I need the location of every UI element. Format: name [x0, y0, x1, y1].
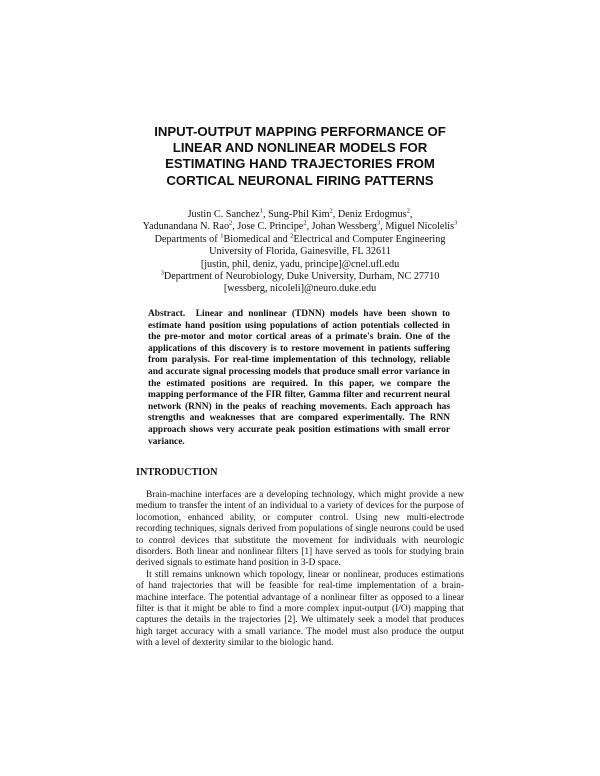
abstract: [148, 309, 450, 448]
author-affil-sup: 2: [406, 207, 410, 215]
abstract-label: Abstract.: [148, 309, 186, 319]
author-name: Justin C. Sanchez: [187, 209, 260, 220]
author-name: Miguel Nicolelis: [385, 221, 455, 233]
author-affil-sup: 1: [259, 207, 263, 215]
affiliation-1: Departments of $^1$Biomedical and $^2$Electrical and Computer Engineering: [154, 232, 446, 245]
title-line: INPUT-OUTPUT MAPPING PERFORMANCE OF: [154, 124, 446, 139]
author-name: Johan Wessberg: [311, 221, 377, 233]
affiliation-2: $^3$Department of Neurobiology, Duke University, Durham, NC 27710: [160, 269, 440, 283]
title-line: ESTIMATING HAND TRAJECTORIES FROM: [165, 156, 435, 172]
introduction-body: [136, 490, 464, 650]
abstract-text: Linear and nonlinear (TDNN) models have been shown to estimate hand position using populations of action potentials collected in the pre-motor and motor cortical areas of a primate's brain. One of the applications of this discovery is to restore movement in patients suffering from paralysis. For real-time implementation of this technology, reliable and accurate signal processing models that produce small error variance in the estimated positions are required. In this paper, we compare the mapping performance of the FIR filter, Gamma filter and recurrent neural network (RNN) in the peaks of reaching movements. Each approach has strengths and weaknesses that are compared experimentally. The RNN approach shows very accurate peak position estimations with small error variance.: [148, 309, 450, 447]
author-affil-sup: 3: [376, 220, 381, 228]
paragraph: Brain-machine interfaces are a developing technology, which might provide a new medium to transfer the intent of an individual to a variety of devices for the purpose of locomotion, enhanced ability, or computer control. Using new multi-electrode recording techniques, signals derived from populations of single neurons could be used to control devices that substitute the movement for individuals with neurologic disorders. Both linear and nonlinear filters [1] have served as tools for studying brain derived signals to estimate hand position in 3-D space.: [136, 490, 464, 569]
author-line-2: Yadunandana N. Rao$^2$, Jose C. Principe$^2$, Johan Wessberg$^3$, Miguel Nicolelis$^3$: [142, 220, 458, 233]
paragraph: It still remains unknown which topology, linear or nonlinear, produces estimations of hand trajectories that will be feasible for real-time implementation of a brain-machine interface. The potential advantage of a nonlinear filter as opposed to a linear filter is that it might be able to find a more complex input-output (I/O) mapping that captures the details in the trajectories [2]. We ultimately seek a model that produces high target accuracy with a small variance. The model must also produce the output with a level of dexterity similar to the biologic hand.: [136, 569, 464, 649]
author-name: Yadunandana N. Rao: [142, 221, 230, 233]
paper-title: [100, 124, 500, 189]
author-affil-sup: 2: [229, 220, 233, 228]
title-line: CORTICAL NEURONAL FIRING PATTERNS: [166, 172, 434, 188]
author-affil-sup: 2: [303, 220, 307, 228]
author-name: Deniz Erdogmus: [337, 209, 407, 220]
author-name: Jose C. Principe: [237, 221, 304, 233]
author-line-1: Justin C. Sanchez$^1$, Sung-Phil Kim$^2$, Deniz Erdogmus$^2$,: [187, 207, 413, 220]
author-affil-sup: 2: [329, 207, 333, 215]
affiliation-1-emails: [justin, phil, deniz, yadu, principe]@cnel.ufl.edu: [200, 258, 400, 270]
affiliation-1-location: University of Florida, Gainesville, FL 32611: [209, 246, 391, 258]
title-line: LINEAR AND NONLINEAR MODELS FOR: [172, 140, 428, 156]
section-heading: INTRODUCTION: [136, 467, 218, 478]
author-block: [110, 209, 490, 296]
affiliation-2-emails: [wessberg, nicoleli]@neuro.duke.edu: [223, 283, 377, 295]
author-name: Sung-Phil Kim: [268, 209, 330, 220]
author-affil-sup: 3: [454, 220, 458, 228]
